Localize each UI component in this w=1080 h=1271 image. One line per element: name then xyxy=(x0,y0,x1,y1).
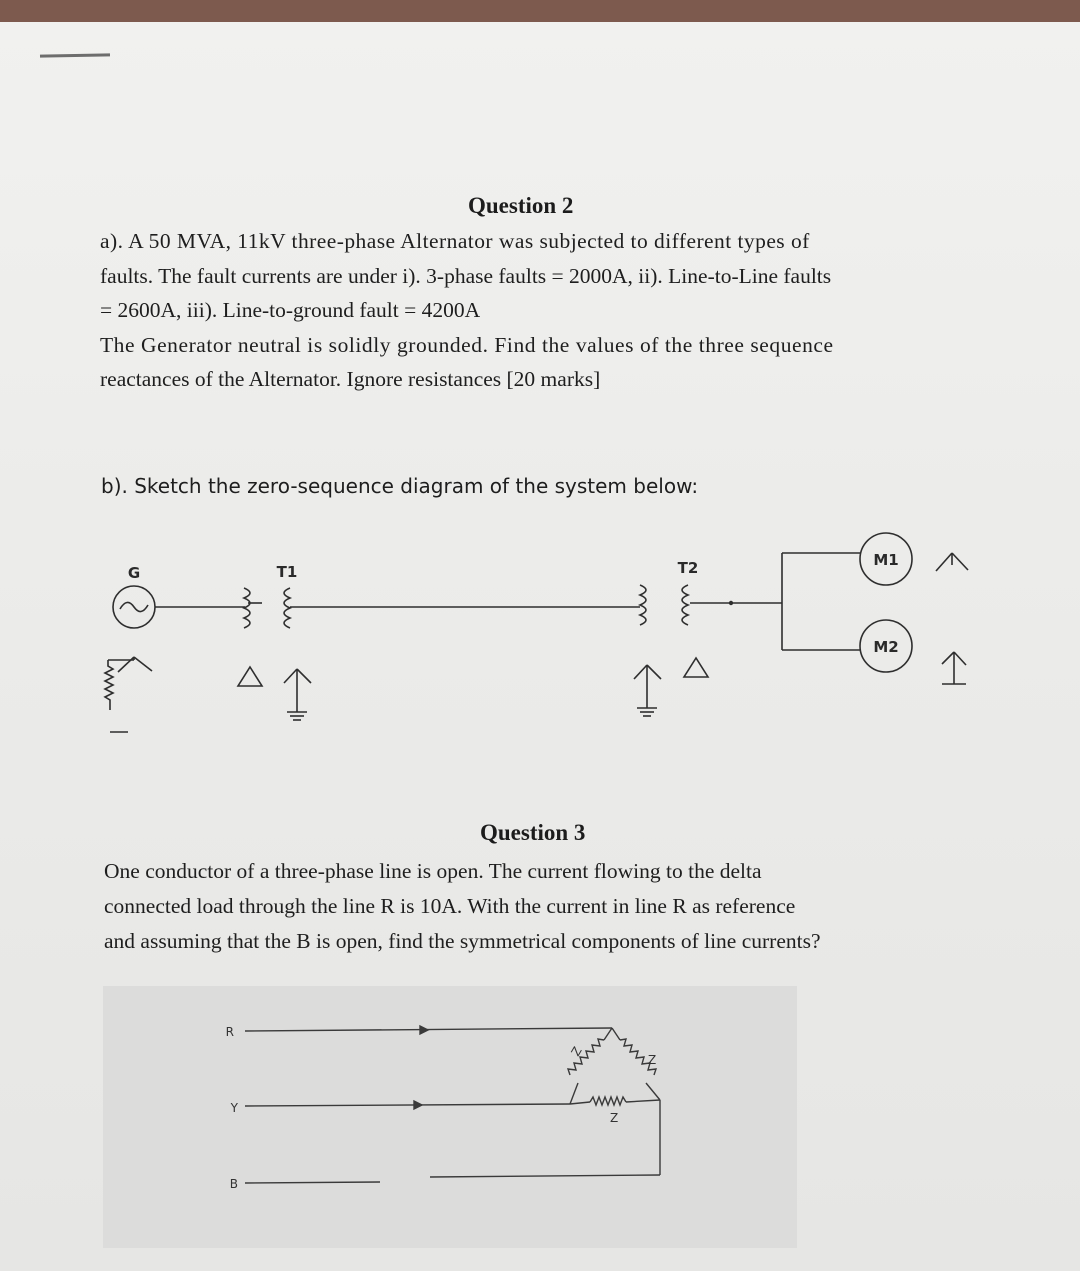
impedance-bottom-label: Z xyxy=(610,1111,619,1125)
part-a-line-4: The Generator neutral is solidly grounded. Find the values of the three sequence xyxy=(100,332,834,357)
t2-label: T2 xyxy=(677,559,699,577)
part-a-line-5: reactances of the Alternator. Ignore resistances [20 marks] xyxy=(100,367,601,391)
part-a-line-2: faults. The fault currents are under i). 3-phase faults = 2000A, ii). Line-to-Line faults xyxy=(100,263,832,288)
delta-load xyxy=(568,1028,660,1105)
motor-1-label: M1 xyxy=(873,551,899,569)
impedance-left-label: Z xyxy=(568,1044,585,1059)
line-y xyxy=(245,1104,570,1106)
motor-2-label: M2 xyxy=(873,638,899,656)
impedance-right-label: Z xyxy=(648,1053,657,1067)
line-b-source xyxy=(245,1182,380,1183)
line-r-label: R xyxy=(225,1025,234,1039)
part-a-line-3: = 2600A, iii). Line-to-ground fault = 4200A xyxy=(100,298,481,322)
t1-label: T1 xyxy=(276,563,298,581)
question-3-line-3: and assuming that the B is open, find the symmetrical components of line currents? xyxy=(104,929,821,953)
question-3-line-2: connected load through the line R is 10A. With the current in line R as reference xyxy=(104,894,796,918)
line-b-load xyxy=(430,1175,660,1177)
line-b-label: B xyxy=(229,1177,238,1191)
generator-label: G xyxy=(127,564,141,582)
part-a-line-1: a). A 50 MVA, 11kV three-phase Alternator was subjected to different types of xyxy=(100,229,810,253)
question-2-part-b: b). Sketch the zero-sequence diagram of the system below: xyxy=(101,474,699,498)
line-y-label: Y xyxy=(230,1101,238,1115)
question-2-heading: Question 2 xyxy=(468,193,574,218)
question-3-heading: Question 3 xyxy=(480,820,586,845)
question-3-line-1: One conductor of a three-phase line is open. The current flowing to the delta xyxy=(104,859,762,883)
